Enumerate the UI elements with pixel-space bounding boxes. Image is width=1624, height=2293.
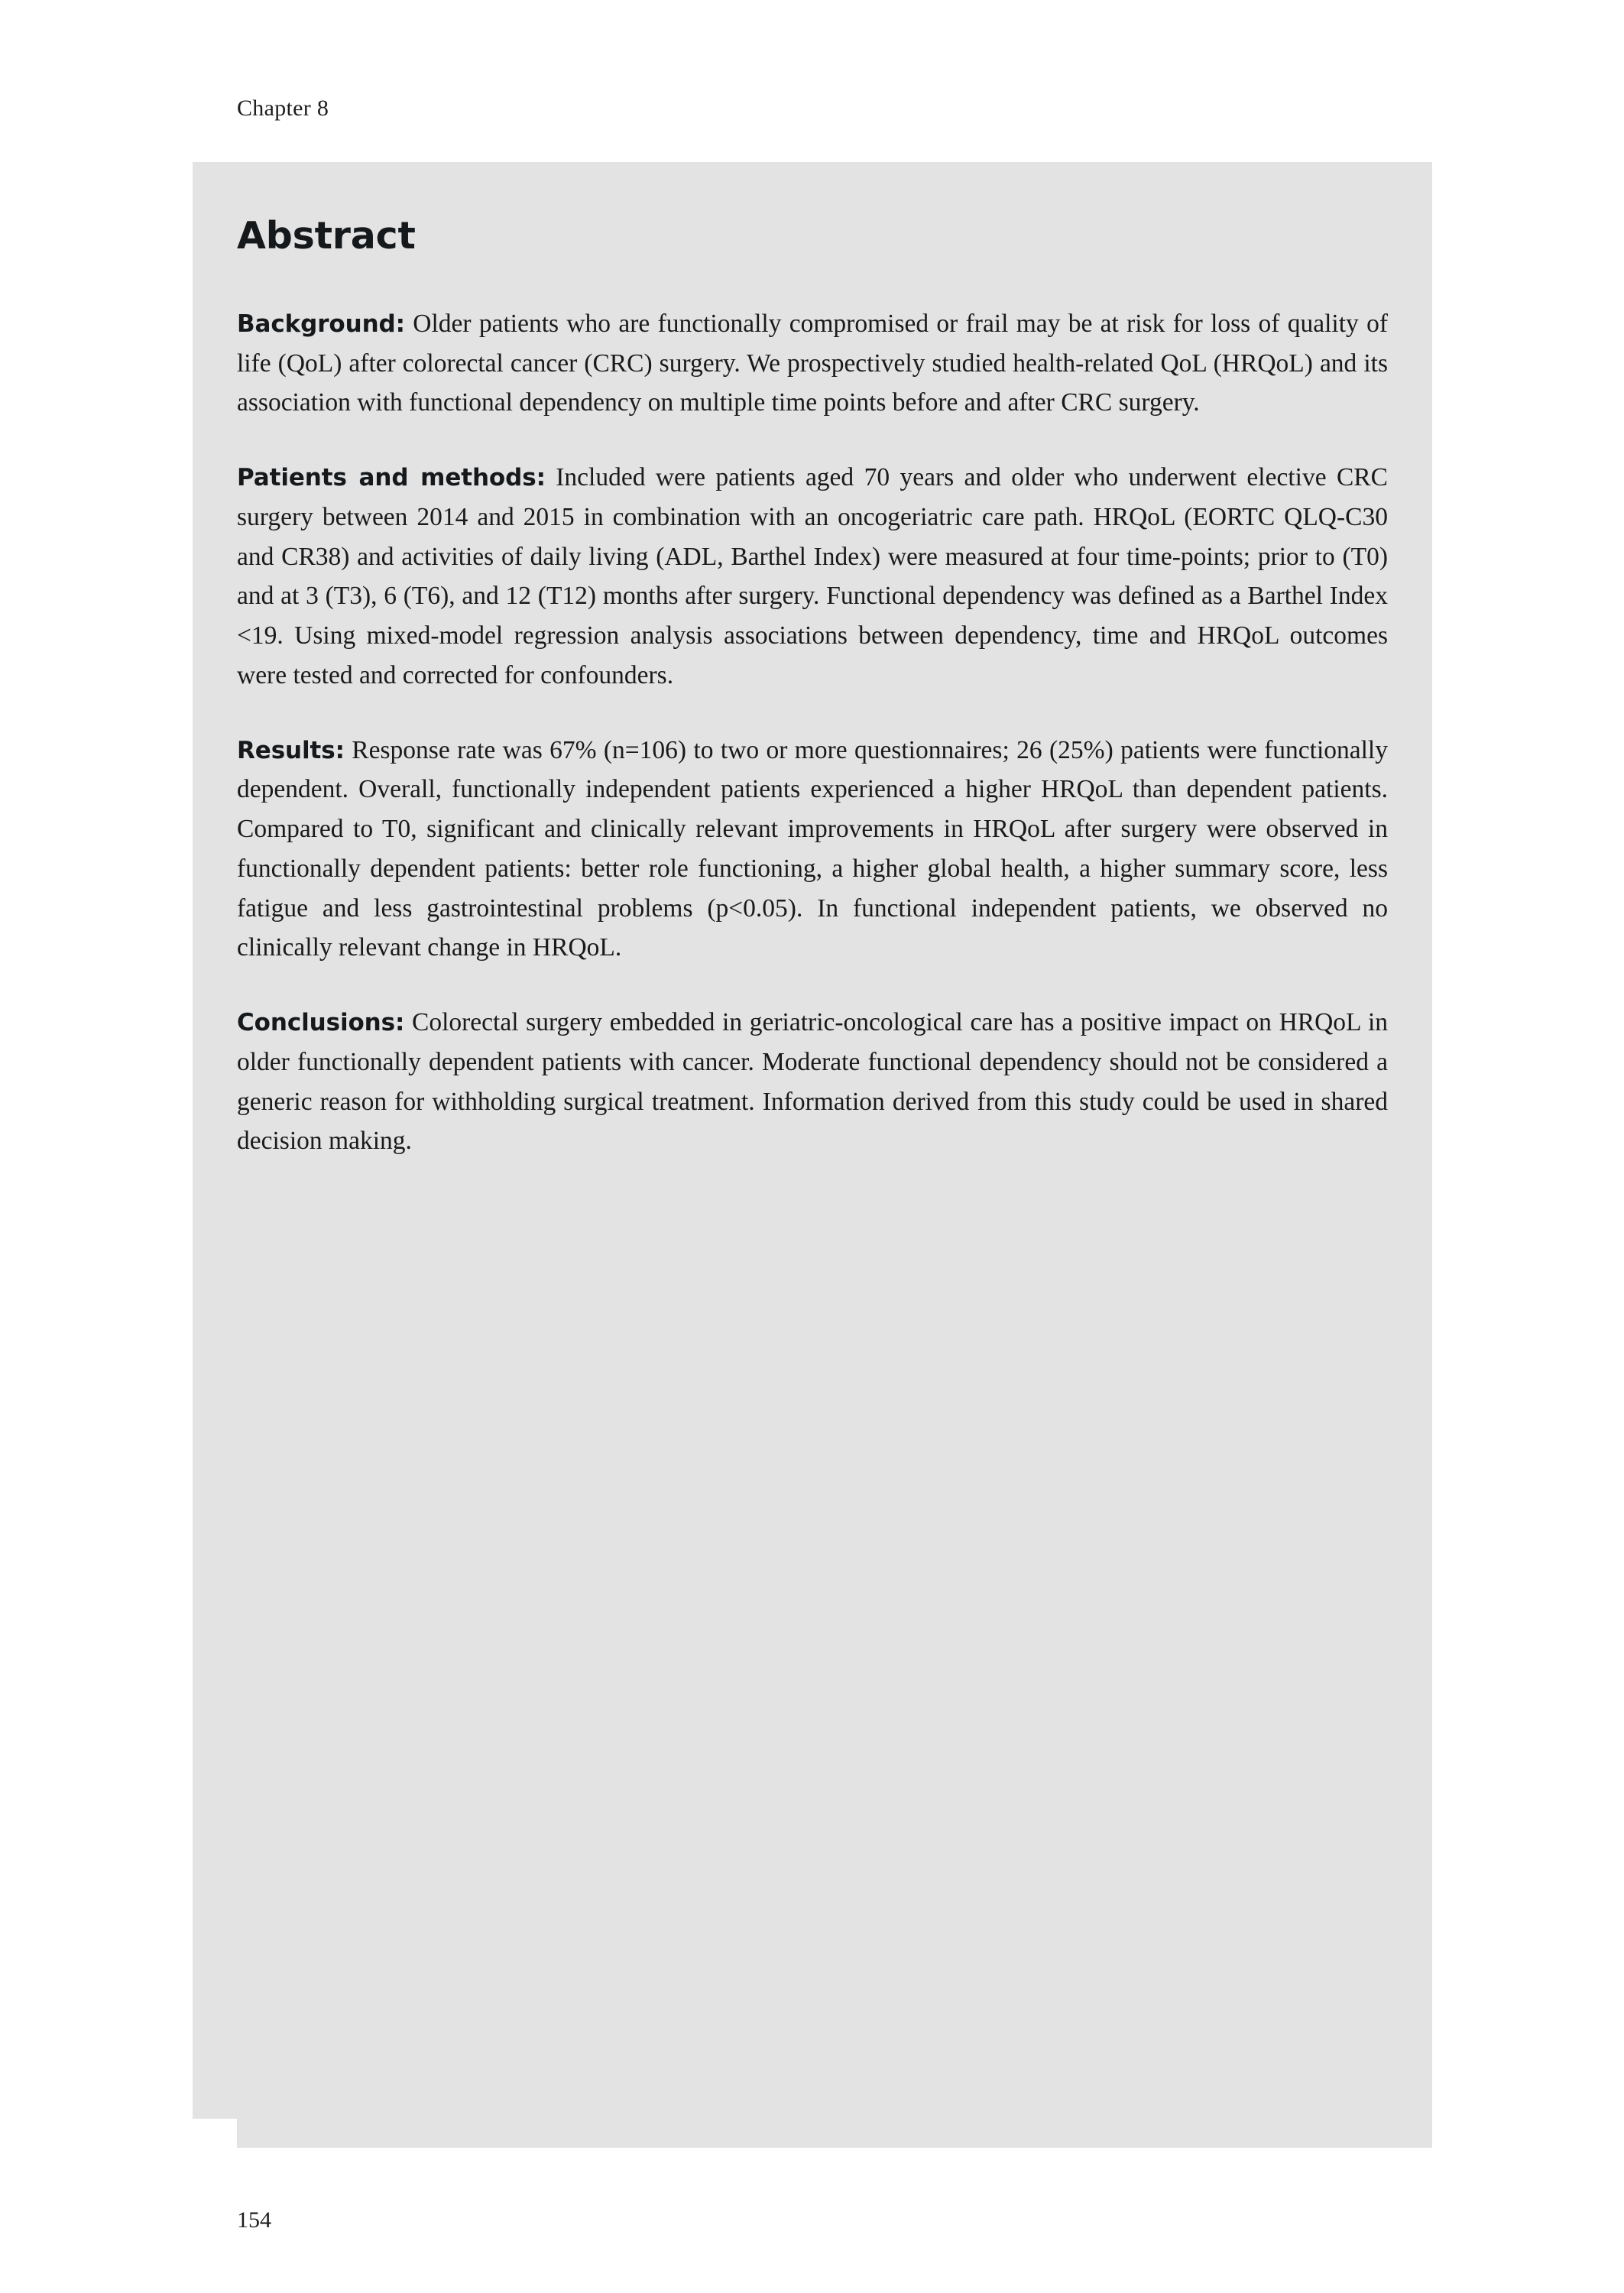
abstract-paragraph-patients-and-methods [237,458,1388,696]
running-head: Chapter 8 [237,96,329,121]
abstract-heading: Abstract [237,214,416,258]
paragraph-body-results: Response rate was 67% (n=106) to two or more questionnaires; 26 (25%) patients were functionally dependent. Overall, functionally independent patients experienced a higher HRQoL than dependent patients. Compared to T0, significant and clinically relevant improvements in HRQoL after surgery were observed in functionally dependent patients: better role functioning, a higher global health, a higher summary score, less fatigue and less gastrointestinal problems (p<0.05). In functional independent patients, we observed no clinically relevant change in HRQoL. [237,735,1388,962]
paragraph-lead-patients-and-methods: Patients and methods: [237,464,546,492]
paragraph-lead-background: Background: [237,310,405,338]
paragraph-lead-results: Results: [237,736,345,764]
page-number: 154 [237,2207,271,2233]
abstract-paragraph-conclusions [237,1003,1388,1161]
panel-corner-notch [193,2119,237,2149]
abstract-content [237,216,1388,1161]
paragraph-lead-conclusions: Conclusions: [237,1009,405,1037]
abstract-paragraph-results [237,731,1388,968]
paragraph-body-patients-and-methods: Included were patients aged 70 years and older who underwent elective CRC surgery between 2014 and 2015 in combination with an oncogeriatric care path. HRQoL (EORTC QLQ-C30 and CR38) and activities of daily living (ADL, Barthel Index) were measured at four time-points; prior to (T0) and at 3 (T3), 6 (T6), and 12 (T12) months after surgery. Functional dependency was defined as a Barthel Index <19. Using mixed-model regression analysis associations between dependency, time and HRQoL outcomes were tested and corrected for confounders. [237,463,1388,689]
paragraph-body-conclusions: Colorectal surgery embedded in geriatric-oncological care has a positive impact on HRQoL in older functionally dependent patients with cancer. Moderate functional dependency should not be considered a generic reason for withholding surgical treatment. Information derived from this study could be used in shared decision making. [237,1008,1388,1156]
paragraph-body-background: Older patients who are functionally compromised or frail may be at risk for loss of quality of life (QoL) after colorectal cancer (CRC) surgery. We prospectively studied health-related QoL (HRQoL) and its association with functional dependency on multiple time points before and after CRC surgery. [237,309,1388,417]
abstract-paragraph-background [237,304,1388,423]
